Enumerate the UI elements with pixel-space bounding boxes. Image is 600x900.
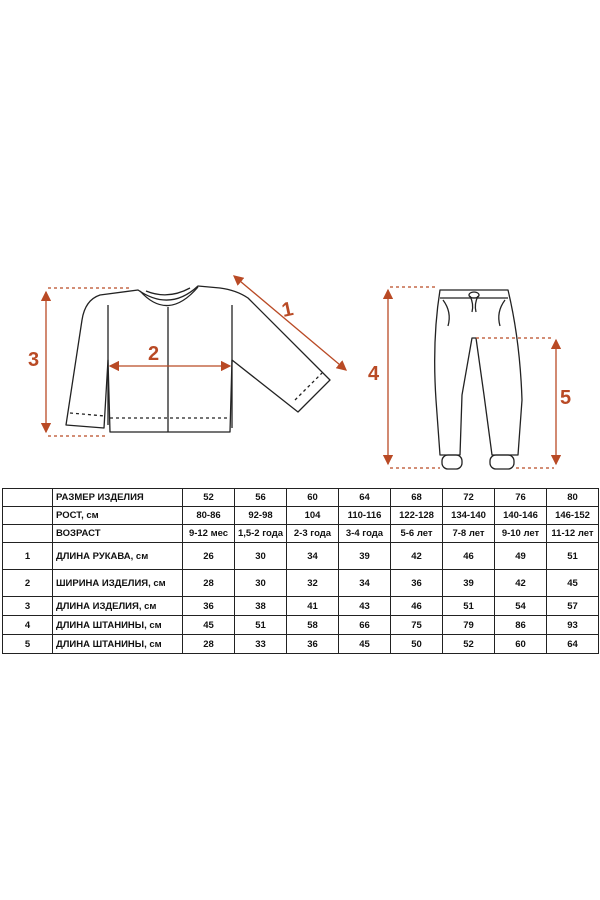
table-cell: 30	[235, 570, 287, 597]
table-cell: 36	[183, 597, 235, 616]
table-cell	[3, 525, 53, 543]
table-row-size	[3, 489, 599, 507]
table-cell: 32	[287, 570, 339, 597]
table-cell: 46	[391, 597, 443, 616]
table-cell: 76	[495, 489, 547, 507]
table-cell: 2-3 года	[287, 525, 339, 543]
row-name: ДЛИНА РУКАВА, см	[53, 543, 183, 570]
table-cell: 79	[443, 616, 495, 635]
table-row-measure-1	[3, 543, 599, 570]
row-number: 4	[3, 616, 53, 635]
table-cell: 38	[235, 597, 287, 616]
row-name: ДЛИНА ИЗДЕЛИЯ, см	[53, 597, 183, 616]
measure-label-3: 3	[28, 349, 40, 371]
row-number: 2	[3, 570, 53, 597]
table-cell: 104	[287, 507, 339, 525]
measure-label-2: 2	[148, 343, 160, 365]
table-cell: 34	[339, 570, 391, 597]
row-name: ДЛИНА ШТАНИНЫ, см	[53, 635, 183, 654]
table-cell: 110-116	[339, 507, 391, 525]
measure-label-4: 4	[368, 363, 380, 385]
table-cell: 49	[495, 543, 547, 570]
table-cell: 68	[391, 489, 443, 507]
pants-drawing	[435, 290, 522, 469]
table-cell: 30	[235, 543, 287, 570]
table-cell: 64	[339, 489, 391, 507]
row-number: 1	[3, 543, 53, 570]
table-cell: 52	[183, 489, 235, 507]
table-row-height	[3, 507, 599, 525]
pants-measures	[388, 287, 556, 468]
table-cell: 134-140	[443, 507, 495, 525]
table-cell: 50	[391, 635, 443, 654]
table-cell: 46	[443, 543, 495, 570]
table-cell: 39	[443, 570, 495, 597]
row-name: ВОЗРАСТ	[53, 525, 183, 543]
table-row-measure-3	[3, 597, 599, 616]
row-name: РОСТ, см	[53, 507, 183, 525]
table-cell: 60	[495, 635, 547, 654]
table-cell: 41	[287, 597, 339, 616]
table-cell: 45	[183, 616, 235, 635]
table-cell: 34	[287, 543, 339, 570]
measure-label-1: 1	[279, 298, 296, 322]
table-cell: 72	[443, 489, 495, 507]
row-name: РАЗМЕР ИЗДЕЛИЯ	[53, 489, 183, 507]
table-cell: 56	[235, 489, 287, 507]
table-cell: 28	[183, 635, 235, 654]
row-name: ДЛИНА ШТАНИНЫ, см	[53, 616, 183, 635]
table-cell: 54	[495, 597, 547, 616]
table-cell: 1,5-2 года	[235, 525, 287, 543]
row-name: ШИРИНА ИЗДЕЛИЯ, см	[53, 570, 183, 597]
table-cell: 42	[391, 543, 443, 570]
table-cell: 36	[287, 635, 339, 654]
table-cell: 45	[547, 570, 599, 597]
table-cell: 45	[339, 635, 391, 654]
table-cell: 60	[287, 489, 339, 507]
table-cell: 140-146	[495, 507, 547, 525]
table-cell: 57	[547, 597, 599, 616]
table-cell: 33	[235, 635, 287, 654]
table-cell: 64	[547, 635, 599, 654]
table-cell: 75	[391, 616, 443, 635]
row-number: 3	[3, 597, 53, 616]
measure-label-5: 5	[560, 387, 572, 409]
table-cell: 146-152	[547, 507, 599, 525]
table-cell: 66	[339, 616, 391, 635]
table-cell: 26	[183, 543, 235, 570]
table-row-measure-4	[3, 616, 599, 635]
table-cell: 43	[339, 597, 391, 616]
size-table	[2, 488, 599, 654]
table-cell: 3-4 года	[339, 525, 391, 543]
table-cell: 36	[391, 570, 443, 597]
table-row-measure-5	[3, 635, 599, 654]
table-cell: 52	[443, 635, 495, 654]
table-cell: 93	[547, 616, 599, 635]
table-cell	[3, 489, 53, 507]
table-cell: 58	[287, 616, 339, 635]
table-cell: 80-86	[183, 507, 235, 525]
table-cell: 80	[547, 489, 599, 507]
table-cell: 9-10 лет	[495, 525, 547, 543]
table-cell: 5-6 лет	[391, 525, 443, 543]
table-cell: 51	[235, 616, 287, 635]
table-cell: 92-98	[235, 507, 287, 525]
table-cell: 86	[495, 616, 547, 635]
table-row-measure-2	[3, 570, 599, 597]
table-cell: 9-12 мес	[183, 525, 235, 543]
table-row-age	[3, 525, 599, 543]
row-number: 5	[3, 635, 53, 654]
table-cell: 51	[443, 597, 495, 616]
table-cell	[3, 507, 53, 525]
table-cell: 42	[495, 570, 547, 597]
table-cell: 7-8 лет	[443, 525, 495, 543]
table-cell: 39	[339, 543, 391, 570]
table-cell: 51	[547, 543, 599, 570]
table-cell: 28	[183, 570, 235, 597]
table-cell: 122-128	[391, 507, 443, 525]
table-cell: 11-12 лет	[547, 525, 599, 543]
